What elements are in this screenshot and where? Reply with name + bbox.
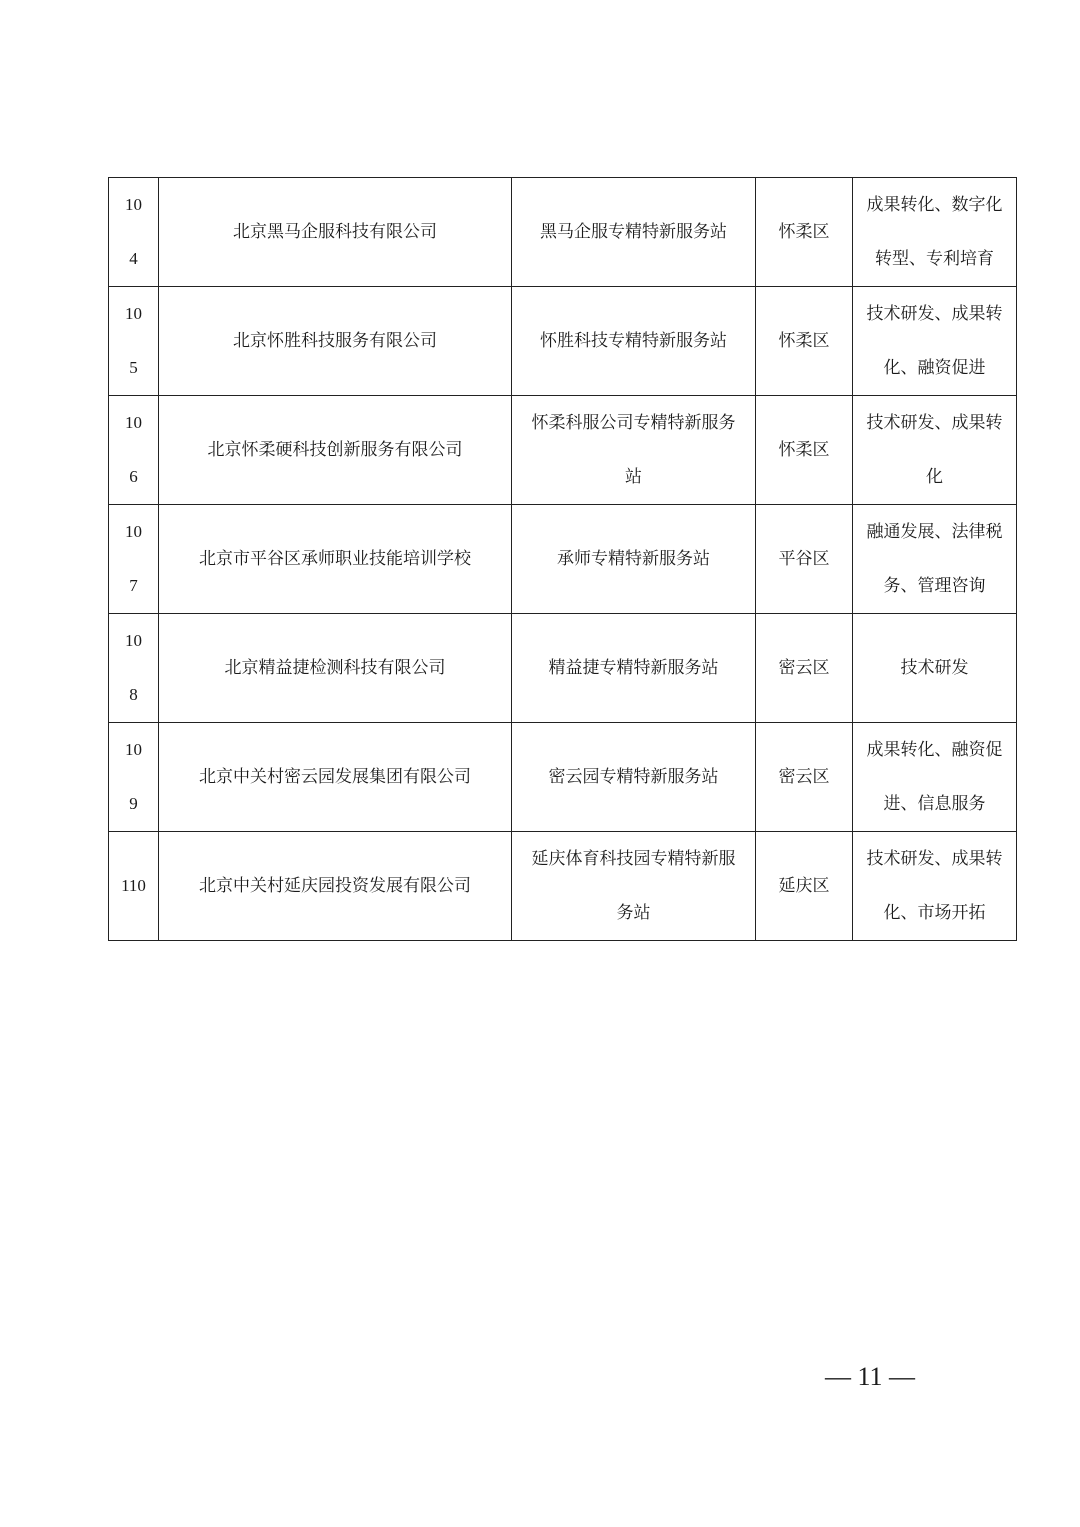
table-row xyxy=(109,178,1017,287)
company-name: 北京怀柔硬科技创新服务有限公司 xyxy=(159,396,512,505)
district: 平谷区 xyxy=(756,505,853,614)
station-name: 承师专精特新服务站 xyxy=(512,505,756,614)
station-name: 延庆体育科技园专精特新服务站 xyxy=(512,832,756,941)
company-name: 北京中关村延庆园投资发展有限公司 xyxy=(159,832,512,941)
company-name: 北京市平谷区承师职业技能培训学校 xyxy=(159,505,512,614)
table-row xyxy=(109,287,1017,396)
district: 怀柔区 xyxy=(756,287,853,396)
station-name: 黑马企服专精特新服务站 xyxy=(512,178,756,287)
table-row xyxy=(109,832,1017,941)
district: 延庆区 xyxy=(756,832,853,941)
page-number: — 11 — xyxy=(824,1362,916,1391)
district: 怀柔区 xyxy=(756,178,853,287)
district: 密云区 xyxy=(756,723,853,832)
service-areas: 融通发展、法律税务、管理咨询 xyxy=(853,505,1017,614)
service-areas: 技术研发、成果转化 xyxy=(853,396,1017,505)
station-name: 怀柔科服公司专精特新服务站 xyxy=(512,396,756,505)
service-station-table xyxy=(108,177,1017,941)
row-number: 107 xyxy=(109,505,159,614)
service-areas: 技术研发 xyxy=(853,614,1017,723)
row-number: 110 xyxy=(109,832,159,941)
district: 密云区 xyxy=(756,614,853,723)
service-areas: 技术研发、成果转化、融资促进 xyxy=(853,287,1017,396)
district: 怀柔区 xyxy=(756,396,853,505)
table-row xyxy=(109,723,1017,832)
service-areas: 成果转化、融资促进、信息服务 xyxy=(853,723,1017,832)
company-name: 北京中关村密云园发展集团有限公司 xyxy=(159,723,512,832)
table-row xyxy=(109,505,1017,614)
row-number: 108 xyxy=(109,614,159,723)
service-areas: 技术研发、成果转化、市场开拓 xyxy=(853,832,1017,941)
station-name: 精益捷专精特新服务站 xyxy=(512,614,756,723)
company-name: 北京黑马企服科技有限公司 xyxy=(159,178,512,287)
station-name: 怀胜科技专精特新服务站 xyxy=(512,287,756,396)
company-name: 北京精益捷检测科技有限公司 xyxy=(159,614,512,723)
service-areas: 成果转化、数字化转型、专利培育 xyxy=(853,178,1017,287)
company-name: 北京怀胜科技服务有限公司 xyxy=(159,287,512,396)
row-number: 105 xyxy=(109,287,159,396)
row-number: 106 xyxy=(109,396,159,505)
table-row xyxy=(109,614,1017,723)
station-name: 密云园专精特新服务站 xyxy=(512,723,756,832)
row-number: 104 xyxy=(109,178,159,287)
row-number: 109 xyxy=(109,723,159,832)
table-row xyxy=(109,396,1017,505)
